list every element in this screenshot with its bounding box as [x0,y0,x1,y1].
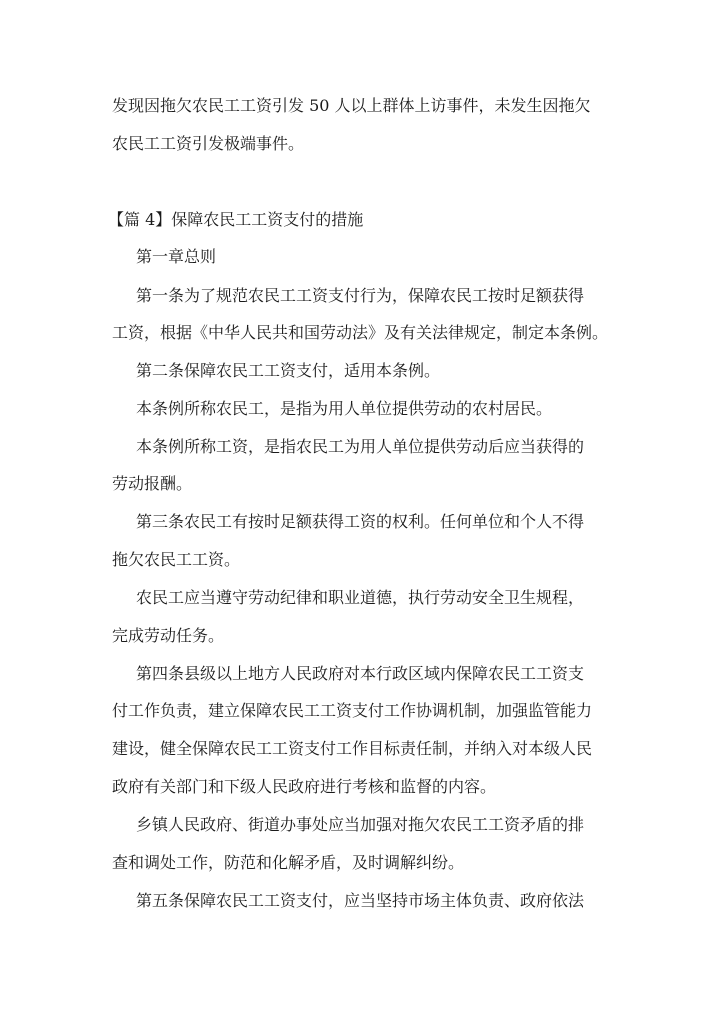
intro-line-1: 发现因拖欠农民工工资引发 50 人以上群体上访事件，未发生因拖欠 [112,96,591,115]
article-3-line-1: 第三条农民工有按时足额获得工资的权利。任何单位和个人不得 [136,512,585,531]
article-1-line-2: 工资，根据《中华人民共和国劳动法》及有关法律规定，制定本条例。 [112,323,609,342]
article-4-line-1: 第四条县级以上地方人民政府对本行政区域内保障农民工工资支 [136,664,585,683]
township-duty-line-2: 查和调处工作，防范和化解矛盾，及时调解纠纷。 [112,853,465,872]
intro-line-2: 农民工工资引发极端事件。 [112,134,305,153]
definition-worker: 本条例所称农民工，是指为用人单位提供劳动的农村居民。 [136,399,553,418]
article-5-line-1: 第五条保障农民工工资支付，应当坚持市场主体负责、政府依法 [136,891,585,910]
worker-duty-line-1: 农民工应当遵守劳动纪律和职业道德，执行劳动安全卫生规程， [136,588,585,607]
township-duty-line-1: 乡镇人民政府、街道办事处应当加强对拖欠农民工工资矛盾的排 [136,815,585,834]
worker-duty-line-2: 完成劳动任务。 [112,626,225,645]
article-4-line-2: 付工作负责，建立保障农民工工资支付工作协调机制，加强监管能力 [112,701,593,720]
definition-wage-line-2: 劳动报酬。 [112,474,193,493]
article-4-line-4: 政府有关部门和下级人民政府进行考核和监督的内容。 [112,777,497,796]
article-1-line-1: 第一条为了规范农民工工资支付行为，保障农民工按时足额获得 [136,286,585,305]
article-2: 第二条保障农民工工资支付，适用本条例。 [136,361,441,380]
article-4-line-3: 建设，健全保障农民工工资支付工作目标责任制，并纳入对本级人民 [112,739,593,758]
definition-wage-line-1: 本条例所称工资，是指农民工为用人单位提供劳动后应当获得的 [136,437,585,456]
section-heading: 【篇 4】保障农民工工资支付的措施 [108,210,364,229]
article-3-line-2: 拖欠农民工工资。 [112,550,241,569]
chapter-title: 第一章总则 [136,247,217,266]
